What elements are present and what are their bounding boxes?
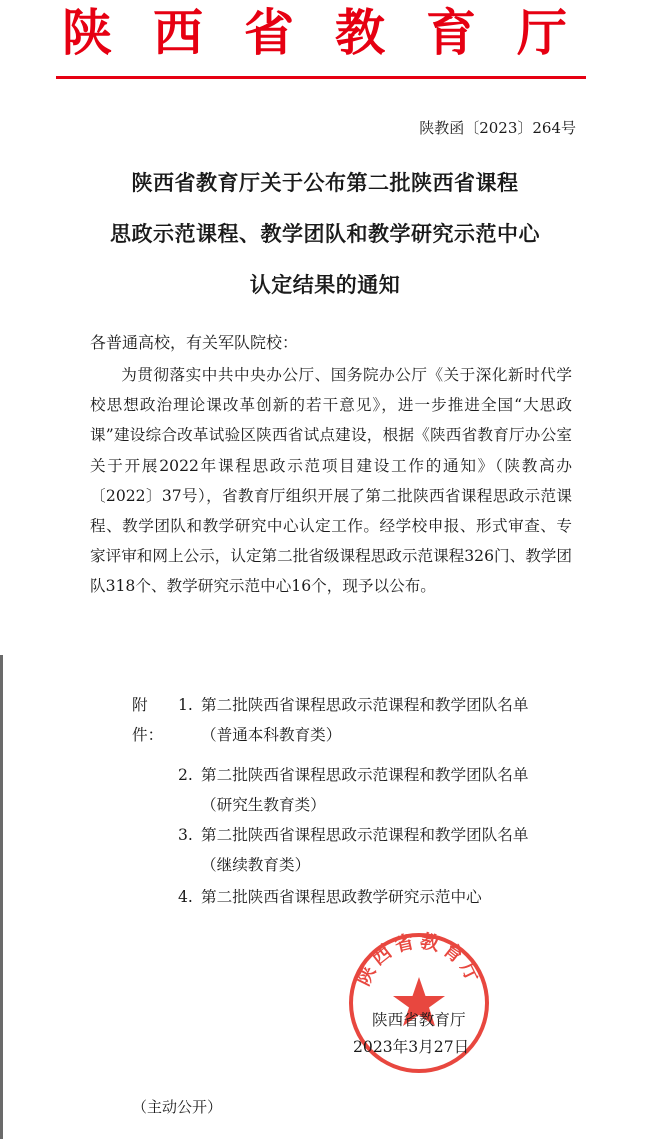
document-title — [0, 158, 650, 311]
body-paragraph: 为贯彻落实中共中央办公厅、国务院办公厅《关于深化新时代学校思想政治理论课改革创新的若干意见》，进一步推进全国“大思政课”建设综合改革试验区陕西省试点建设，根据《陕西省教育厅办公室关于开展2022年课程思政示范项目建设工作的通知》（陕教高办〔2022〕37号），省教育厅组织开展了第二批陕西省课程思政示范课程、教学团队和教学研究中心认定工作。经学校申报、形式审查、专家评审和网上公示，认定第二批省级课程思政示范课程326门、教学团队318个、教学研究示范中心16个，现予以公布。 — [90, 366, 572, 596]
document-number: 陕教函〔2023〕264号 — [419, 119, 576, 137]
letterhead-title: 陕西省教育厅 — [62, 4, 608, 62]
attachment-item — [178, 760, 578, 820]
attachment-item — [178, 882, 578, 912]
attachment-item — [178, 690, 578, 750]
attachments-label: 附件： — [132, 696, 164, 745]
attachment-subtitle: （研究生教育类） — [201, 796, 326, 815]
disclosure-note: （主动公开） — [132, 1098, 223, 1116]
scan-edge-bar — [0, 655, 3, 1139]
title-line-2: 思政示范课程、教学团队和教学研究示范中心 — [110, 222, 540, 246]
salutation: 各普通高校，有关军队院校： — [90, 333, 299, 352]
seal-text-path: 陕西省教育厅 — [352, 930, 486, 990]
attachment-item — [178, 820, 578, 880]
attachment-subtitle: （继续教育类） — [201, 856, 311, 875]
signature-org: 陕西省教育厅 — [372, 1011, 466, 1029]
letterhead-rule — [56, 76, 586, 79]
attachment-title: 第二批陕西省课程思政示范课程和教学团队名单 — [201, 766, 529, 784]
title-line-1: 陕西省教育厅关于公布第二批陕西省课程 — [131, 171, 519, 195]
attachment-title: 第二批陕西省课程思政教学研究示范中心 — [201, 888, 482, 906]
attachment-subtitle: （普通本科教育类） — [201, 726, 342, 745]
attachment-title: 第二批陕西省课程思政示范课程和教学团队名单 — [201, 696, 529, 714]
attachment-title: 第二批陕西省课程思政示范课程和教学团队名单 — [201, 826, 529, 844]
attachment-number: 1. — [178, 696, 193, 714]
signature-date: 2023年3月27日 — [353, 1038, 470, 1056]
attachment-number: 3. — [178, 826, 193, 844]
attachment-number: 4. — [178, 888, 193, 906]
title-line-3: 认定结果的通知 — [249, 273, 401, 297]
attachment-number: 2. — [178, 766, 193, 784]
